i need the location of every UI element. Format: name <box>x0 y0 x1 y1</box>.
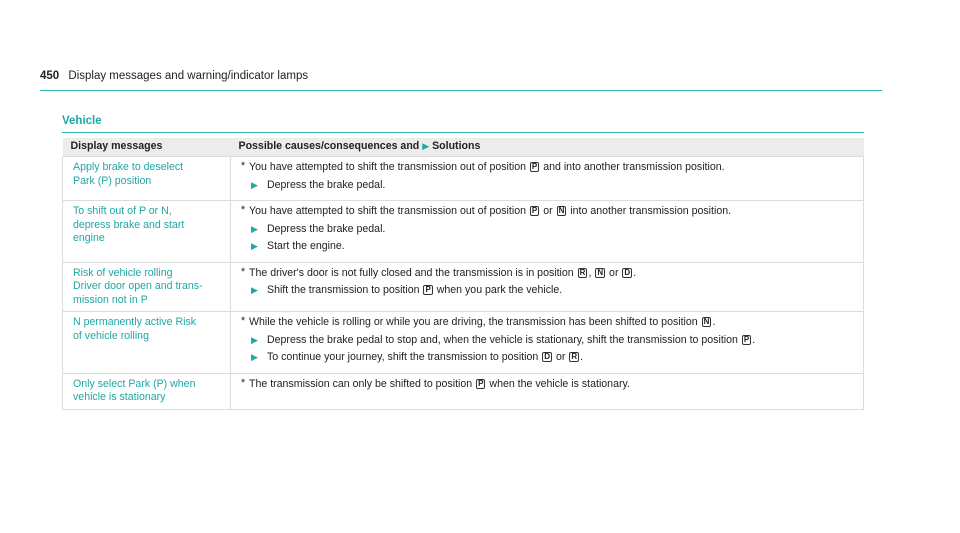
gear-position-key: P <box>743 334 750 344</box>
display-message-line: depress brake and start <box>73 218 185 231</box>
display-message-line: Driver door open and trans- <box>73 280 203 292</box>
display-message-line: vehicle is stationary <box>73 391 166 403</box>
cause-text <box>241 267 855 281</box>
gear-position-key: R <box>571 352 578 361</box>
text-segment: You have attempted to shift the transmission out of position <box>249 205 529 217</box>
display-message-line: To shift out of P or N, <box>73 205 172 217</box>
text-segment: Shift the transmission to position <box>267 284 423 296</box>
solution-step <box>241 334 855 348</box>
display-messages-table <box>62 138 864 410</box>
text-segment: or <box>553 351 569 363</box>
text-segment: or <box>606 266 622 279</box>
asterisk-bullet: * <box>241 315 246 327</box>
text-segment: , <box>588 266 595 279</box>
display-message-line: of vehicle rolling <box>73 329 149 342</box>
table-row <box>63 262 864 312</box>
display-message-line: N permanently active Risk <box>73 316 197 328</box>
display-message-cell <box>63 262 231 312</box>
play-arrow-icon: ▶ <box>422 141 430 152</box>
page-number: 450 <box>40 70 60 82</box>
cause-text <box>241 316 855 330</box>
cause-solution-cell <box>231 312 864 374</box>
solution-step <box>241 240 855 254</box>
asterisk-bullet: * <box>241 376 246 389</box>
gear-position-key: D <box>544 352 550 361</box>
display-message-line: Apply brake to deselect <box>73 161 184 173</box>
solution-step <box>241 179 855 193</box>
text-segment: and into another transmission position. <box>540 161 725 173</box>
cause-text <box>241 161 855 175</box>
gear-position-key: P <box>531 206 538 215</box>
play-arrow-icon: ▶ <box>251 223 258 234</box>
column-header-solutions-label: Solutions <box>432 140 481 153</box>
display-message-line: Park (P) position <box>73 174 152 187</box>
display-message-cell <box>63 157 231 201</box>
gear-position-key: N <box>597 267 604 277</box>
table-row <box>63 373 864 409</box>
gear-position-key: P <box>531 162 538 171</box>
text-segment: . <box>633 266 637 279</box>
column-header-causes-label: Possible causes/consequences and <box>238 140 420 153</box>
page-header <box>40 70 882 91</box>
table-header-row <box>63 138 864 157</box>
text-segment: when the vehicle is stationary. <box>486 377 630 390</box>
text-segment: You have attempted to shift the transmission out of position <box>249 161 529 173</box>
gear-position-key: N <box>558 206 565 215</box>
display-message-line: Risk of vehicle rolling <box>73 266 173 279</box>
text-segment: Start the engine. <box>267 240 345 252</box>
asterisk-bullet: * <box>241 204 246 216</box>
text-segment: Depress the brake pedal to stop and, when the vehicle is stationary, shift the transmission to position <box>267 333 741 346</box>
text-segment: The driver's door is not fully closed and the transmission is in position <box>249 266 577 279</box>
cause-solution-cell <box>231 201 864 263</box>
text-segment: The transmission can only be shifted to position <box>249 377 476 390</box>
cause-solution-cell <box>231 373 864 409</box>
asterisk-bullet: * <box>241 265 246 278</box>
play-arrow-icon: ▶ <box>251 285 258 295</box>
display-message-cell <box>63 312 231 374</box>
display-message-line: engine <box>73 232 105 244</box>
text-segment: . <box>712 316 716 328</box>
text-segment: To continue your journey, shift the transmission to position <box>267 351 542 363</box>
cause-text <box>241 378 855 392</box>
text-segment: While the vehicle is rolling or while you are driving, the transmission has been shifted to position <box>249 316 701 328</box>
text-segment: . <box>752 333 756 346</box>
text-segment: Depress the brake pedal. <box>267 178 386 191</box>
play-arrow-icon: ▶ <box>251 352 258 362</box>
display-message-line: Only select Park (P) when <box>73 377 196 390</box>
solution-step <box>241 223 855 237</box>
page-header-title: Display messages and warning/indicator lamps <box>68 70 309 82</box>
table-row <box>63 201 864 263</box>
play-arrow-icon: ▶ <box>251 179 258 190</box>
gear-position-key: R <box>579 267 586 277</box>
text-segment: when you park the vehicle. <box>433 284 563 296</box>
display-message-cell <box>63 373 231 409</box>
column-header-causes <box>231 138 864 157</box>
play-arrow-icon: ▶ <box>251 334 258 345</box>
solution-step <box>241 351 855 365</box>
cause-text <box>241 205 855 219</box>
text-segment: or <box>540 205 556 217</box>
table-row <box>63 157 864 201</box>
gear-position-key: N <box>703 317 710 326</box>
text-segment: into another transmission position. <box>567 205 732 217</box>
column-header-display-messages: Display messages <box>63 138 231 157</box>
cause-solution-cell <box>231 157 864 201</box>
play-arrow-icon: ▶ <box>251 241 258 251</box>
gear-position-key: D <box>624 267 631 277</box>
gear-position-key: P <box>425 285 431 294</box>
asterisk-bullet: * <box>241 160 246 172</box>
display-message-cell <box>63 201 231 263</box>
text-segment: Depress the brake pedal. <box>267 222 386 235</box>
table-row <box>63 312 864 374</box>
section-title: Vehicle <box>62 115 864 133</box>
cause-solution-cell <box>231 262 864 312</box>
solution-step <box>241 284 855 298</box>
gear-position-key: P <box>478 378 484 388</box>
display-message-line: mission not in P <box>73 293 148 306</box>
text-segment: . <box>580 351 584 363</box>
